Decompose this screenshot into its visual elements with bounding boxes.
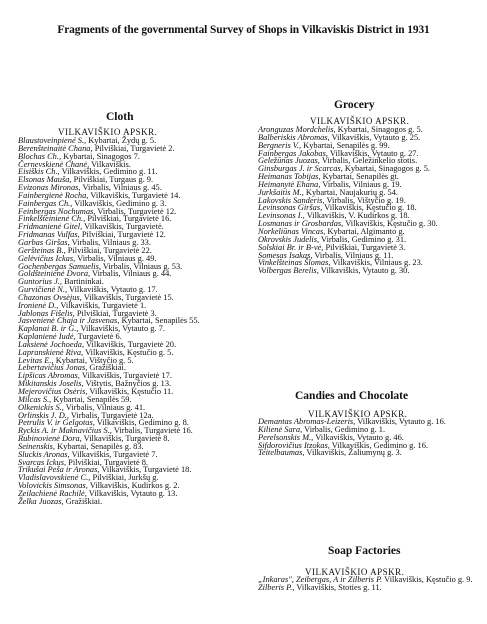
entry-name: Blochas Ch.,: [18, 151, 62, 161]
entry-name: Sluckis Aronas,: [18, 449, 70, 459]
entry-address: Vilkaviškis, Kudirkos g. 2.: [87, 481, 180, 491]
entry-name: Bergneris V.,: [258, 140, 302, 150]
entry-name: Orlinskis J. D.,: [18, 410, 69, 420]
entry-name: Gelėvičius Ickas,: [18, 253, 76, 263]
cloth-subheading: VILKAVIŠKIO APSKR.: [58, 127, 158, 137]
entry-name: Gochenbergas Samuelis,: [18, 261, 101, 271]
document-title: Fragments of the governmental Survey of Shops in Vilkaviskis District in 1931: [57, 24, 430, 36]
entry-name: Goldšteinienė Dvora,: [18, 269, 91, 279]
entry-address: Kybartai, Vištyčio g. 5.: [53, 355, 134, 365]
entry-name: Laksienė Jochoeda,: [18, 339, 85, 349]
entry-address: Kybartai, Žydų g. 5.: [86, 136, 157, 145]
entry-name: Lipšicas Abromas,: [18, 371, 80, 381]
entry-name: Elsonas Mauša,: [18, 175, 72, 185]
entry-address: Vilkaviškis, Vytauto g. 17.: [67, 285, 158, 295]
entry-name: Heimanytė Ehana,: [258, 179, 321, 189]
entry-name: Fainbergas Ch.,: [18, 198, 73, 208]
entry-name: Olkenickis S.,: [18, 402, 64, 412]
entry-name: Evizonas Mironas,: [18, 183, 81, 193]
candies-heading: Candies and Chocolate: [295, 390, 409, 402]
entry-name: Volbergas Berelis,: [258, 266, 319, 276]
entry-address: Pilviškiai, Turgavietė 12.: [79, 230, 166, 240]
entry-address: Vilkaviškis, Vytauto g. 46.: [313, 432, 404, 442]
entry-name: Mikitanskis Joselis,: [18, 379, 84, 389]
entry-name: Solskiai Br. ir B-vė,: [258, 242, 324, 252]
entry-address: Gražiškiai.: [87, 363, 126, 373]
entry-name: Okrovskis Judelis,: [258, 234, 320, 244]
entry-address: Vilkaviškis, Turgavietė 17.: [79, 371, 172, 381]
entry-name: Fainbergienė Rocha,: [18, 190, 89, 200]
entry-name: Petrulis V. ir Gelgotas,: [18, 418, 95, 428]
entry-name: Mejerovičius Osėris,: [18, 387, 88, 396]
entry-address: Vilkaviškis, Kęstučio g. 18.: [322, 203, 417, 213]
entry-address: Vilkaviškis, Vytauto g. 27.: [327, 148, 419, 158]
entry-name: Lebertavičius Jonas,: [18, 363, 88, 373]
entry-name: Rubinovienė Dora,: [18, 434, 82, 444]
entry-address: Gražiškiai.: [63, 496, 103, 506]
entry-address: Vilkaviškis, Vytauto g. 25.: [329, 132, 421, 142]
entry-address: Virbalis, Geležinkelio stotis.: [319, 156, 418, 166]
entry-name: „Inkaras", Zeibergas, A ir Zilberis P.: [258, 575, 383, 584]
entry-address: Virbalis, Turgavietė 12a.: [68, 410, 154, 420]
entry-address: Kybartai, Senapilės 59.: [51, 394, 132, 404]
entry-address: Turgavietė 6.: [75, 332, 122, 342]
entry-address: Vilkaviškis, Turgavietė 15.: [81, 292, 174, 302]
entry-address: Vilkaviškis, Vytauto g. 13.: [86, 488, 178, 498]
entry-address: Kybartai, Senapilės g. 99.: [301, 140, 390, 150]
entry-name: Lapranskienė Riva,: [18, 347, 84, 357]
entry-address: Pilviškiai, Turgavietė 16.: [85, 214, 172, 224]
entry-name: Levinsonas I.,: [258, 211, 305, 221]
entry-address: Kybartai, Sinagogos g. 5.: [335, 125, 423, 134]
entry-address: Virbalis, Vilniaus g. 45.: [80, 183, 162, 193]
entry-name: Eisiškis Ch.,: [18, 167, 60, 177]
entry-address: Kybartai, Senapilės g. 83.: [54, 441, 144, 451]
grocery-heading: Grocery: [334, 99, 375, 111]
entry-address: Vilkaviškis, Turgavietė.: [82, 222, 164, 232]
entry-name: Levinsonas Giršas,: [258, 203, 323, 213]
entry-address: Vilkaviškis, Kęstučio g. 5.: [83, 347, 174, 357]
entry-address: Vilkaviškis, Turgavietė 1.: [58, 300, 147, 310]
entry-name: Milcas S.,: [18, 394, 52, 404]
entry-address: Vilkaviškis, Gedimino g. 8.: [94, 418, 189, 428]
entry-address: Virbalis, Vilniaus g. 11.: [312, 250, 394, 260]
entry-name: Lakovskis Sanderis,: [258, 195, 325, 205]
entry-name: Losmanas ir Grosbardas,: [258, 219, 344, 229]
entry-address: Vilkaviškis, Turgavietė 18.: [99, 465, 192, 475]
entry-address: Vilkaviškis, Gedimino g. 16.: [329, 440, 429, 450]
entry-address: Pilviškiai, Turgavietė 22.: [65, 245, 152, 255]
entry-address: Kybartai, Senapilės gt.: [320, 172, 399, 182]
entry-name: Jurkšaitis M.,: [258, 187, 304, 197]
entry-address: Vilkaviškis, V. Kudirkos g. 18.: [304, 211, 410, 221]
entry-name: Jablonas Fišelis,: [18, 308, 75, 318]
entry-address: Virbalis, Vilniaus g. 33.: [69, 237, 151, 247]
entry-address: Vilkaviškis.: [89, 159, 131, 169]
entry-name: Zeilachienė Rachilė,: [18, 488, 87, 498]
entry-address: Pilviškiai, Jurkšų g.: [90, 473, 159, 483]
soap-list: [258, 576, 476, 592]
entry-name: Balberiskis Abromas,: [258, 132, 330, 142]
soap-subheading: VILKAVIŠKIO APSKR.: [305, 567, 405, 577]
entry-name: Ryckis A. ir Maknavičius S.,: [18, 426, 112, 436]
entry-name: Fridmanas Vulfas,: [18, 230, 80, 240]
entry-address: Kybartai, Sinagogos g. 5.: [342, 164, 430, 174]
entry-name: Trikušai Peša ir Aronas,: [18, 465, 100, 475]
entry-name: Finkelšteinienė Ch.,: [18, 214, 86, 224]
entry-name: Zilberis P.,: [258, 582, 295, 592]
entry-address: Vilkaviškis, Turgavietė 7.: [69, 449, 158, 459]
entry-address: Kybartai, Naujakurių g. 54.: [303, 187, 399, 197]
entry-name: Norkeliūnas Vincas,: [258, 226, 326, 236]
grocery-subheading: VILKAVIŠKIO APSKR.: [310, 116, 410, 126]
entry-address: Pilviškiai, Turgavietė 2.: [92, 143, 175, 153]
entry-name: Perelsonskis M.,: [258, 432, 314, 442]
entry-address: Vilkaviškis, Kęstučio g. 30.: [343, 219, 438, 229]
entry-address: Vilkaviškis, Kęstučio 11.: [87, 387, 174, 396]
entry-address: Virbalis, Vilniaus g. 53.: [100, 261, 183, 271]
entry-name: Garbas Giršas,: [18, 237, 70, 247]
entry-address: Kybartai, Sinagogos 7.: [61, 151, 140, 161]
entry-address: Virbalis, Gedimino g. 31.: [319, 234, 407, 244]
entry-address: Vilkaviškis, Vytauto g. 30.: [318, 266, 410, 276]
entry-name: Gurvičienė N.,: [18, 285, 68, 295]
entry-name: Kaplanienė Iudė,: [18, 332, 76, 342]
entry-name: Ironienė D.,: [18, 300, 59, 310]
candies-subheading: VILKAVIŠKIO APSKR.: [308, 409, 408, 419]
entry-name: Vladislavovskienė C.,: [18, 473, 91, 483]
entry-name: Vinkelšteinas Šlomas,: [258, 258, 331, 268]
entry-address: Vilkaviškis, Turgavietė 8.: [81, 434, 170, 444]
entry-address: Kybartai, Algimanto g.: [325, 226, 405, 236]
soap-entry: [258, 584, 476, 592]
entry-address: Vilkaviškis, Gedimino g. 11.: [59, 167, 158, 177]
entry-address: Vištytis, Bažnyčios g. 13.: [83, 379, 172, 389]
entry-address: Pilviškiai, Turgavietė 8.: [66, 457, 149, 467]
entry-name: Kaplanai B. ir G.,: [18, 324, 79, 334]
entry-address: Virbalis, Gedimino g. 1.: [302, 424, 386, 434]
entry-name: Somesas Isakas,: [258, 250, 313, 260]
entry-name: Seinenskis,: [18, 441, 55, 451]
entry-address: Virbalis, Turgavietė 16.: [111, 426, 193, 436]
entry-name: Demantas Abromas-Leizeris,: [258, 417, 356, 426]
entry-name: Svarcas Ickus,: [18, 457, 67, 467]
entry-address: Kybartai, Senapilės 55.: [119, 316, 200, 326]
entry-address: Vilkaviškis, Žaliumynų g. 3.: [304, 448, 402, 458]
entry-name: Heimanas Tobijas,: [258, 172, 321, 182]
entry-address: Virbalis, Vilniaus g. 41.: [63, 402, 146, 412]
entry-name: Guntorius J.,: [18, 277, 62, 287]
entry-name: Jasvenienė Chaja ir Jasvenas,: [18, 316, 120, 326]
entry-address: Pilviškiai, Turgaus g. 9.: [71, 175, 154, 185]
entry-name: Aronguzas Mordchelis,: [258, 125, 336, 134]
entry-name: Geležūnas Juozas,: [258, 156, 320, 166]
entry-address: Vilkaviškis, Turgavietė 20.: [84, 339, 177, 349]
entry-name: Volovickis Simsonas,: [18, 481, 88, 491]
entry-address: Virbalis, Vilniaus g. 19.: [320, 179, 402, 189]
entry-name: Teitelbaumas,: [258, 448, 305, 458]
entry-address: Vilkaviškis, Vilniaus g. 23.: [330, 258, 423, 268]
entry-address: Vilkaviškis, Gedimino g. 3.: [72, 198, 167, 208]
entry-name: Ginsburgas J. ir Scarcas,: [258, 164, 343, 174]
entry-address: Vilkaviškis, Kęstučio g. 9.: [382, 575, 473, 584]
entry-address: Virbalis, Vištyčio g. 19.: [324, 195, 406, 205]
cloth-list: [18, 137, 244, 506]
entry-name: Kilienė Sara,: [258, 424, 303, 434]
entry-address: Pilviškiai, Turgavietė 3.: [74, 308, 157, 318]
entry-name: Blaustoveinpiené S.,: [18, 136, 87, 145]
entry-name: Černevskienė Chanė,: [18, 159, 90, 169]
entry-name: Levitas E.,: [18, 355, 54, 365]
grocery-list: [258, 126, 476, 275]
entry-address: Bartininkai.: [61, 277, 104, 287]
entry-name: Sifdorovičius Itzokas,: [258, 440, 330, 450]
soap-heading: Soap Factories: [328, 545, 401, 557]
entry-name: Berenšteinaitė Chana,: [18, 143, 93, 153]
entry-address: Vilkaviškis, Turgavietė 14.: [88, 190, 181, 200]
entry-name: Geršteinas B.,: [18, 245, 66, 255]
entry-address: Virbalis, Turgavietė 12.: [95, 206, 177, 216]
entry-address: Vilkaviškis, Vytauto g. 16.: [355, 417, 446, 426]
entry-address: Vilkaviškis, Stoties g. 11.: [294, 582, 382, 592]
cloth-heading: Cloth: [106, 111, 134, 123]
candies-list: [258, 418, 476, 457]
entry-address: Virbalis, Vilniaus g. 44.: [90, 269, 172, 279]
candies-entry: [258, 449, 476, 457]
entry-address: Pilviškiai, Turgavietė 3.: [323, 242, 406, 252]
cloth-entry: [18, 498, 244, 506]
entry-name: Feinbergas Nochumas,: [18, 206, 96, 216]
entry-name: Fainbergas Jakobas,: [258, 148, 328, 158]
entry-address: Virbalis, Vilniaus g. 49.: [75, 253, 157, 263]
entry-name: Fridmanienė Gitel,: [18, 222, 83, 232]
entry-name: Chazonas Ovsėjus,: [18, 292, 82, 302]
entry-name: Želka Juozas,: [18, 496, 64, 506]
entry-address: Vilkaviškis, Vytauto g. 7.: [78, 324, 165, 334]
grocery-entry: [258, 267, 476, 275]
